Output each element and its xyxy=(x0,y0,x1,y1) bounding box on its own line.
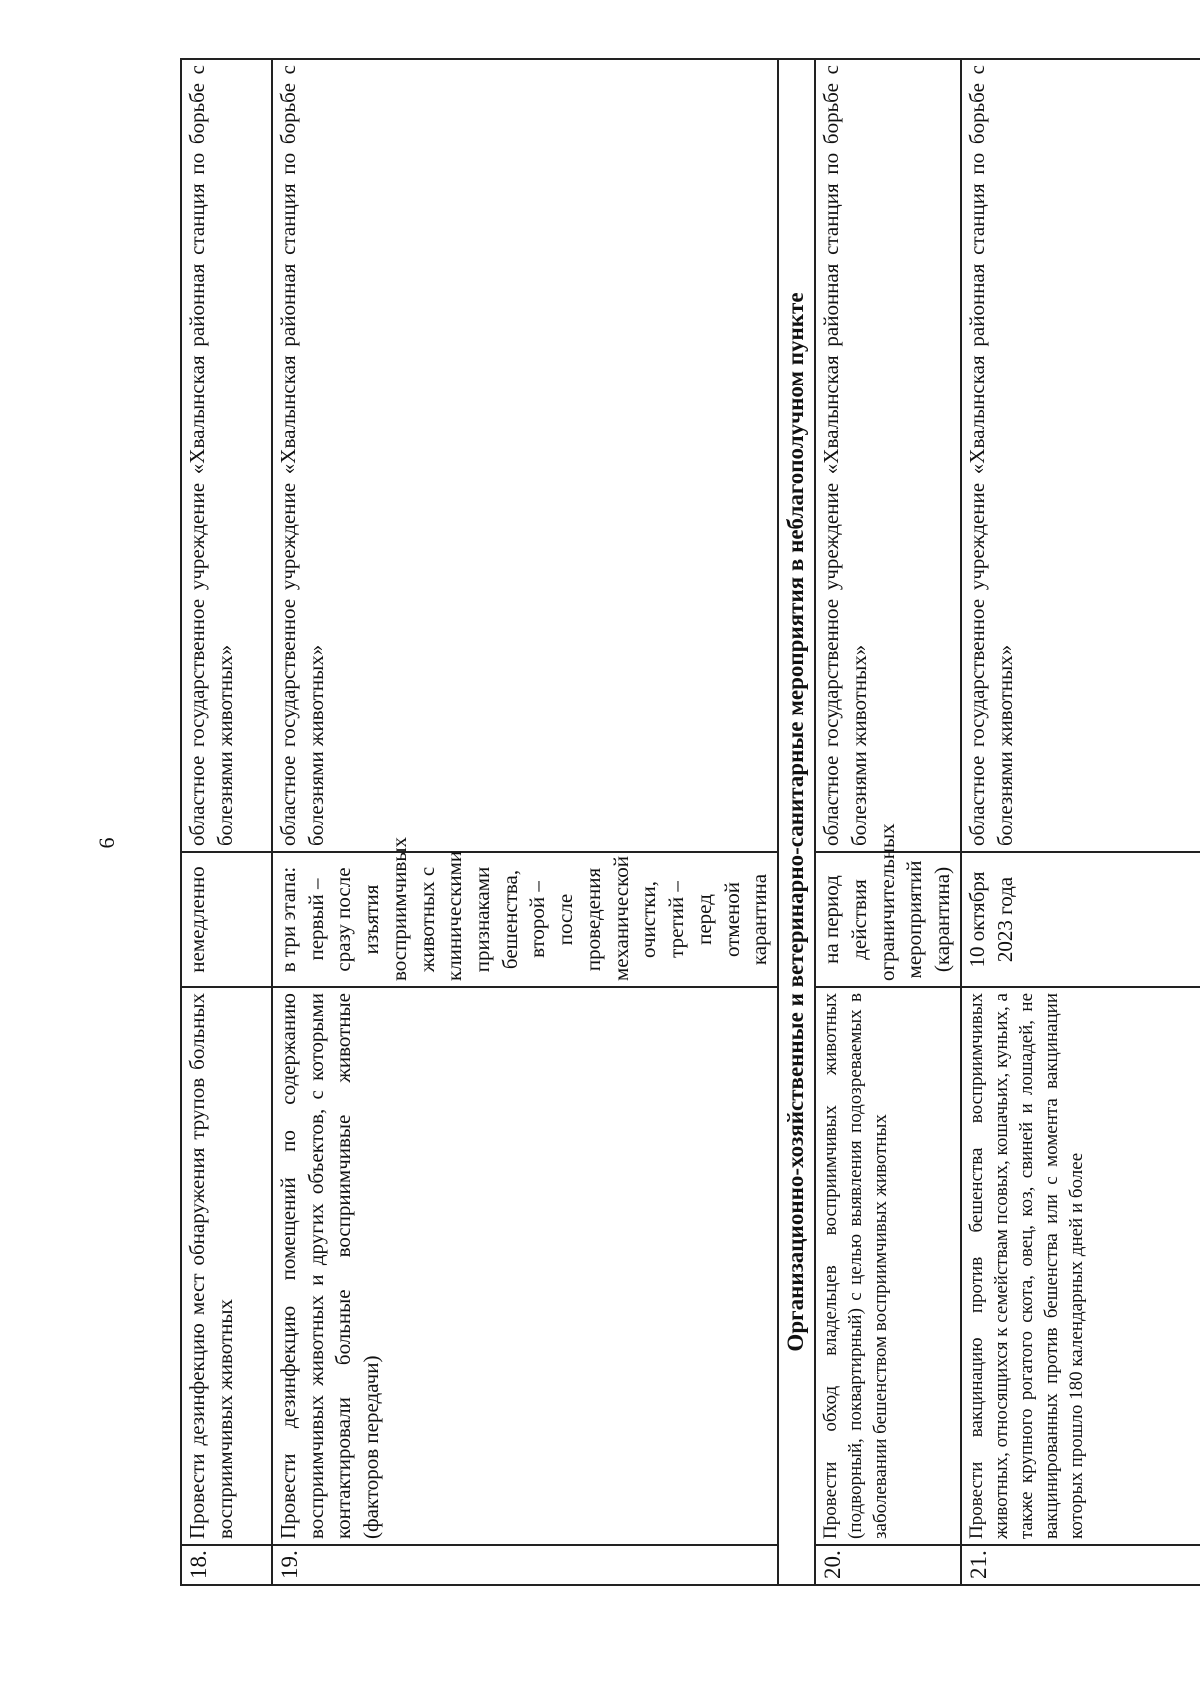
table-row-20 xyxy=(815,59,961,1585)
document-table-rotated xyxy=(180,60,1088,1586)
executor-text: областное государственное учреждение «Хвалынская районная станция по борьбе с болезнями животных» xyxy=(961,59,1200,852)
table-row-18 xyxy=(181,59,272,1585)
row-number: 19. xyxy=(272,1545,778,1585)
executor-text: областное государственное учреждение «Хвалынская районная станция по борьбе с болезнями животных» xyxy=(181,59,272,852)
table-row-21 xyxy=(961,59,1200,1585)
measure-text: Провести обход владельцев восприимчивых животных (подворный, поквартирный) с целью выявления подозреваемых в заболевании бешенством восприимчивых животных xyxy=(815,987,961,1545)
term-text: немедленно xyxy=(181,852,272,987)
measure-text: Провести дезинфекцию помещений по содержанию восприимчивых животных и других объектов, с которыми контактировали больные восприимчивые животные (факторов передачи) xyxy=(272,987,778,1545)
executor-text: областное государственное учреждение «Хвалынская районная станция по борьбе с болезнями животных» xyxy=(272,59,778,852)
measure-text: Провести вакцинацию против бешенства восприимчивых животных, относящихся к семействам псовых, кошачьих, куньих, а также крупного рогатого скота, овец, коз, свиней и лошадей, не вакцинированных против бешенства или с момента вакцинации которых прошло 180 календарных дней и более xyxy=(961,987,1200,1545)
measures-table xyxy=(180,58,1200,1586)
term-text: на период действия ограничительных мероприятий (карантина) xyxy=(815,852,961,987)
page-number: 6 xyxy=(94,837,119,849)
measure-text: Провести дезинфекцию мест обнаружения трупов больных восприимчивых животных xyxy=(181,987,272,1545)
term-text: в три этапа: первый – сразу после изъятия восприимчивых животных с клиническими признаками бешенства, второй – после проведения механической очистки, третий – перед отменой карантина xyxy=(272,852,778,987)
row-number: 20. xyxy=(815,1545,961,1585)
term-text: 10 октября 2023 года xyxy=(961,852,1200,987)
table-row-19 xyxy=(272,59,778,1585)
row-number: 21. xyxy=(961,1545,1200,1585)
document-table-wrapper xyxy=(180,60,1088,1586)
executor-text: областное государственное учреждение «Хвалынская районная станция по борьбе с болезнями животных» xyxy=(815,59,961,852)
row-number: 18. xyxy=(181,1545,272,1585)
section-title: Организационно-хозяйственные и ветеринарно-санитарные мероприятия в неблагополучном пункте xyxy=(778,59,815,1585)
section-header-row xyxy=(778,59,815,1585)
